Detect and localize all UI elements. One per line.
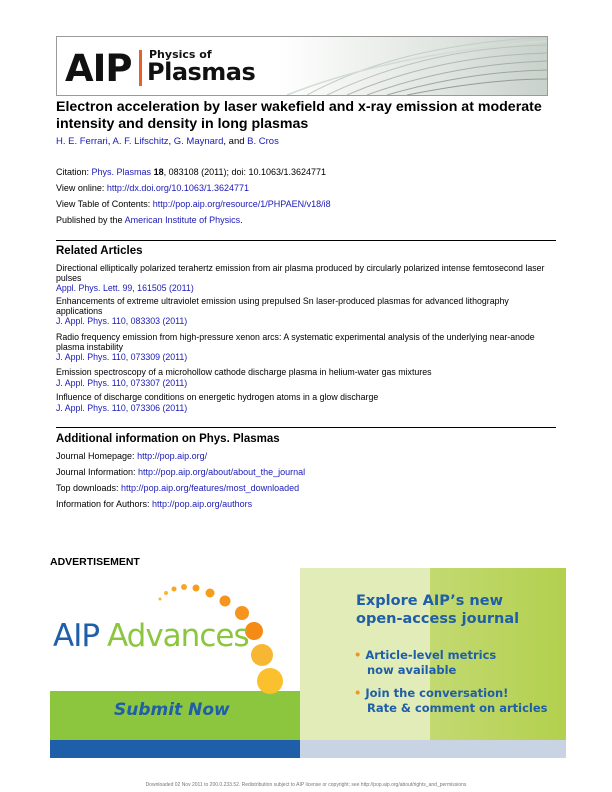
additional-info-line — [56, 467, 305, 477]
article-title: Electron acceleration by laser wakefield and x-ray emission at moderate intensity and density in long plasmas — [56, 99, 542, 132]
ad-brand-aip: AIP — [53, 618, 100, 654]
citation-volume: 18 — [153, 167, 164, 177]
related-article-ref[interactable]: J. Appl. Phys. 110, 073307 (2011) — [56, 377, 188, 388]
aip-logo: AIP — [65, 47, 132, 90]
ad-bottom-bar — [300, 740, 566, 758]
ad-bullet-text: Join the conversation! — [365, 686, 509, 700]
authors-info-link[interactable]: http://pop.aip.org/authors — [152, 499, 253, 509]
ad-bullet-text: now available — [367, 663, 457, 677]
advertisement-banner[interactable] — [50, 568, 566, 758]
published-end: . — [240, 215, 243, 225]
section-divider — [56, 240, 556, 241]
related-article — [56, 297, 556, 326]
citation-journal-link[interactable]: Phys. Plasmas — [91, 167, 152, 177]
related-article-ref[interactable]: J. Appl. Phys. 110, 073309 (2011) — [56, 352, 188, 362]
related-article — [56, 393, 556, 413]
additional-info-heading: Additional information on Phys. Plasmas — [56, 433, 280, 445]
view-online-label: View online: — [56, 183, 107, 193]
author-separator: , — [168, 136, 174, 147]
related-article — [56, 264, 556, 293]
toc-line — [56, 199, 331, 209]
additional-info-line — [56, 483, 299, 493]
related-article-ref[interactable]: Appl. Phys. Lett. 99, 161505 (2011) — [56, 283, 194, 293]
related-article-ref[interactable]: J. Appl. Phys. 110, 073306 (2011) — [56, 402, 188, 413]
related-article-title[interactable]: Influence of discharge conditions on energetic hydrogen atoms in a glow discharge — [56, 392, 379, 402]
ad-bullet-text: Article-level metrics — [365, 648, 497, 662]
top-downloads-link[interactable]: http://pop.aip.org/features/most_downloaded — [121, 483, 300, 493]
additional-info-label: Top downloads: — [56, 483, 122, 493]
citation-line — [56, 167, 326, 177]
journal-prefix: Physics of — [149, 48, 212, 61]
related-articles-heading: Related Articles — [56, 245, 143, 257]
view-online-line — [56, 183, 249, 193]
ad-bullet — [354, 648, 564, 678]
bullet-dot-icon: • — [354, 686, 362, 700]
related-article — [56, 333, 556, 362]
citation-details: , 083108 (2011); doi: 10.1063/1.3624771 — [163, 167, 327, 177]
bullet-dot-icon: • — [354, 648, 362, 662]
download-footer: Downloaded 02 Nov 2011 to 200.0.233.52. Redistribution subject to AIP license or copyright; see http://pop.aip.org/about/rights_and_permissions — [145, 782, 467, 788]
journal-banner — [56, 36, 548, 96]
author-link[interactable]: B. Cros — [247, 136, 279, 147]
publisher-link[interactable]: American Institute of Physics — [124, 215, 241, 225]
author-link[interactable]: G. Maynard — [173, 136, 224, 147]
related-article-ref[interactable]: J. Appl. Phys. 110, 083303 (2011) — [56, 316, 188, 326]
journal-name: Plasmas — [147, 58, 256, 86]
additional-info-label: Journal Information: — [56, 467, 139, 477]
ad-headline-line: Explore AIP’s new — [356, 593, 503, 609]
ad-bottom-bar — [50, 740, 300, 758]
additional-info-label: Journal Homepage: — [56, 451, 138, 461]
journal-information-link[interactable]: http://pop.aip.org/about/about_the_journal — [138, 467, 306, 477]
toc-label: View Table of Contents: — [56, 199, 153, 209]
logo-divider — [139, 50, 142, 86]
publisher-line — [56, 215, 243, 225]
author-link[interactable]: H. E. Ferrari — [56, 136, 108, 147]
author-separator: , and — [223, 136, 248, 147]
author-link[interactable]: A. F. Lifschitz — [112, 136, 169, 147]
ad-headline — [356, 592, 566, 628]
toc-link[interactable]: http://pop.aip.org/resource/1/PHPAEN/v18/i8 — [152, 199, 331, 209]
journal-homepage-link[interactable]: http://pop.aip.org/ — [137, 451, 208, 461]
ad-brand-advances: Advances — [107, 618, 249, 654]
related-article-title[interactable]: Directional elliptically polarized terahertz emission from air plasma produced by circularly polarized intense femtosecond laser pulses — [56, 263, 545, 283]
ad-headline-line: open-access journal — [356, 611, 520, 627]
published-label: Published by the — [56, 215, 125, 225]
advertisement-label: ADVERTISEMENT — [50, 556, 140, 568]
submit-now-button[interactable]: Submit Now — [114, 700, 230, 720]
ad-bullet-text: Rate & comment on articles — [367, 701, 548, 715]
doi-link[interactable]: http://dx.doi.org/10.1063/1.3624771 — [106, 183, 249, 193]
additional-info-line — [56, 451, 207, 461]
additional-info-line — [56, 499, 252, 509]
author-list — [56, 136, 279, 147]
related-article-title[interactable]: Emission spectroscopy of a microhollow cathode discharge plasma in helium-water gas mixtures — [56, 367, 432, 377]
related-article — [56, 368, 556, 388]
ad-bullet — [354, 686, 564, 716]
additional-info-label: Information for Authors: — [56, 499, 153, 509]
author-separator: , — [107, 136, 113, 147]
related-article-title[interactable]: Radio frequency emission from high-pressure xenon arcs: A systematic experimental analysis of the underlying near-anode plasma instability — [56, 332, 535, 352]
citation-label: Citation: — [56, 167, 92, 177]
section-divider — [56, 427, 556, 428]
related-article-title[interactable]: Enhancements of extreme ultraviolet emission using prepulsed Sn laser-produced plasmas for advanced lithography applications — [56, 296, 509, 316]
